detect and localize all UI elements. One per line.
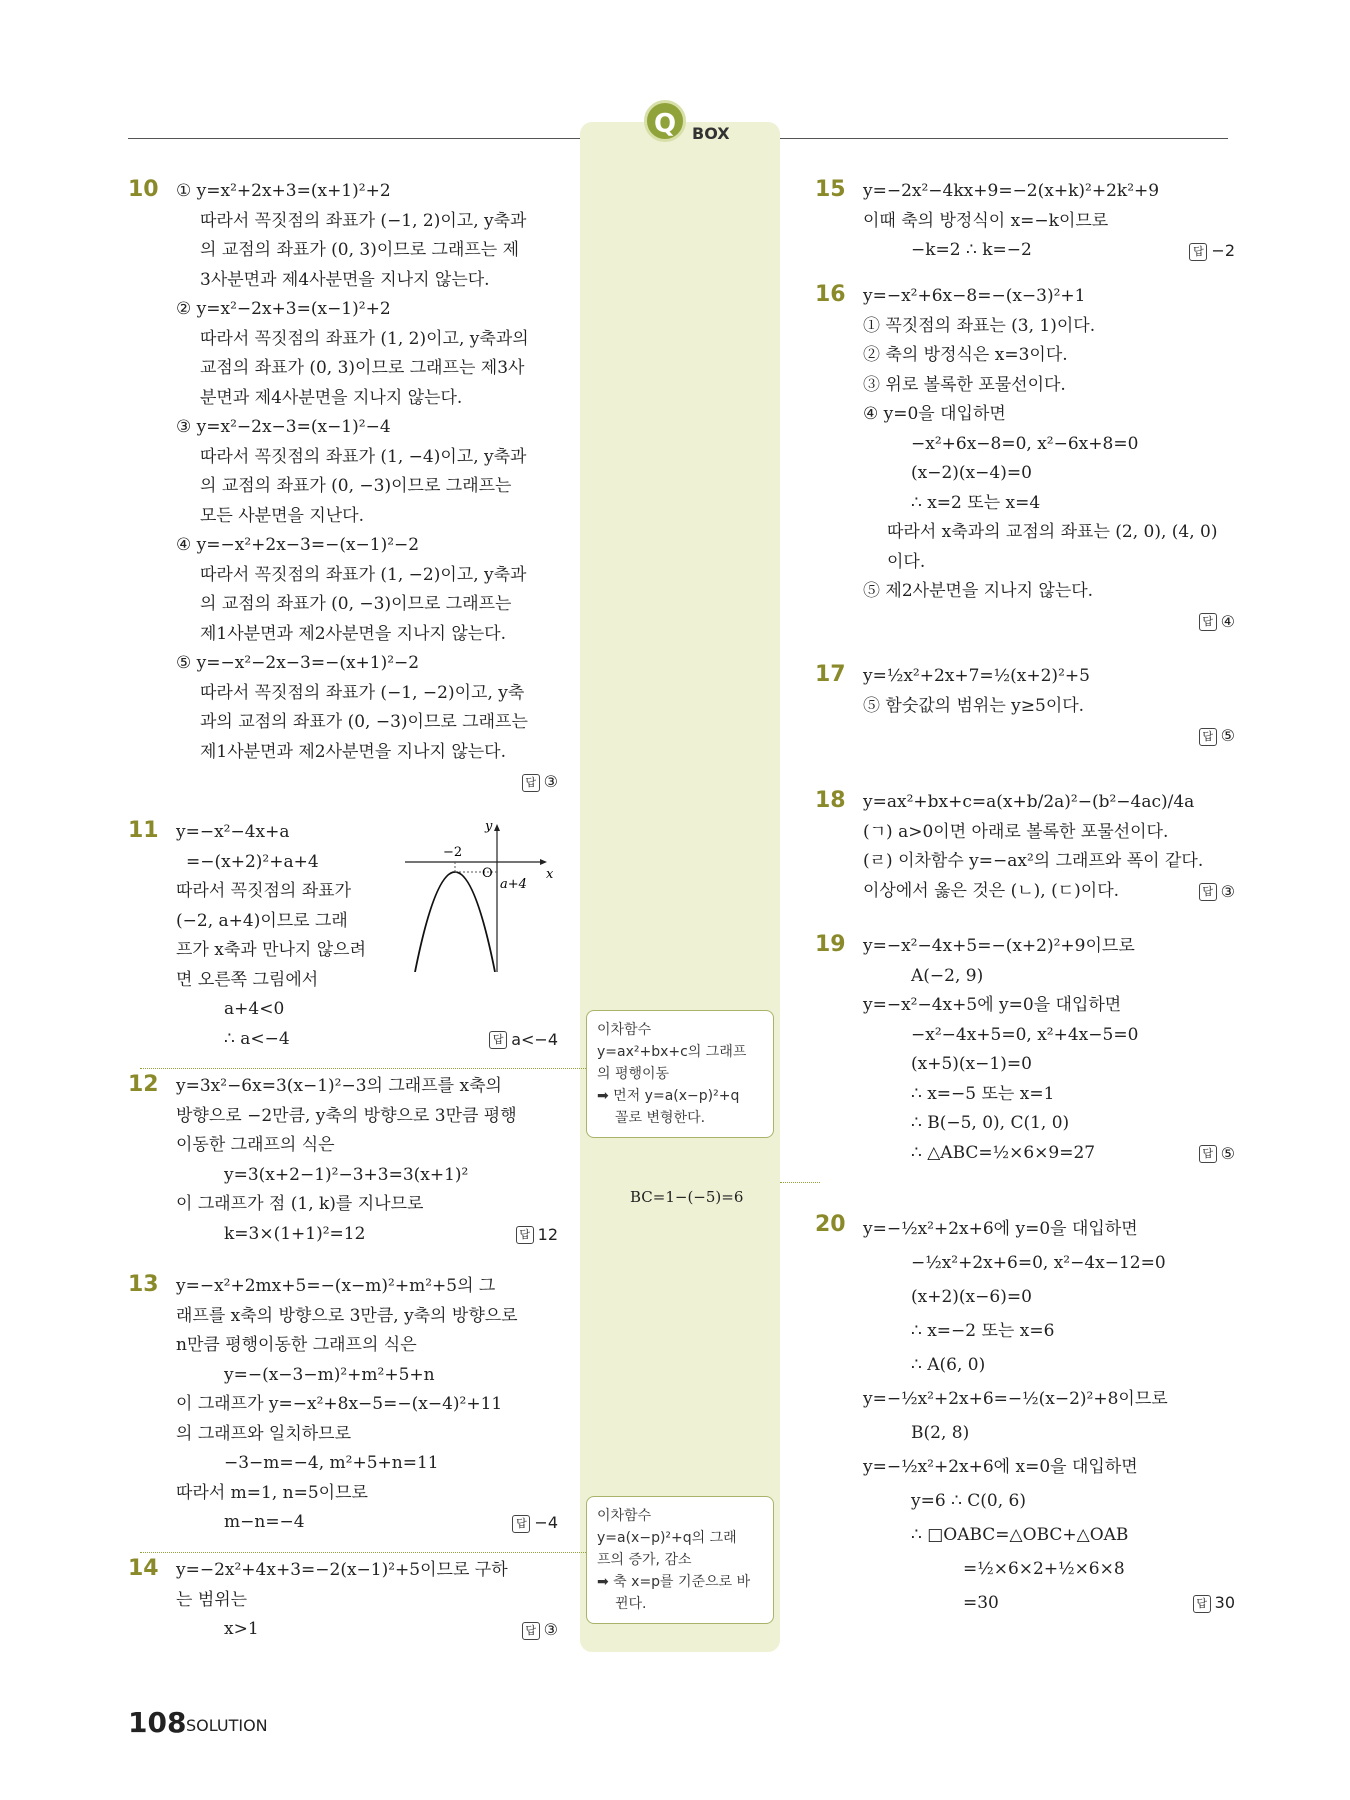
line: (x+2)(x−6)=0 [911, 1287, 1032, 1307]
line: y=3x²−6x=3(x−1)²−3의 그래프를 x축의 [176, 1076, 502, 1096]
answer: 답 12 [516, 1220, 558, 1250]
line: =30 [963, 1593, 999, 1613]
problem-number: 18 [815, 788, 846, 813]
problem-19 [815, 932, 1235, 1168]
problem-number: 15 [815, 177, 846, 202]
line: −x²+6x−8=0, x²−6x+8=0 [911, 433, 1139, 454]
line: −x²−4x+5=0, x²+4x−5=0 [911, 1024, 1139, 1045]
line: k=3×(1+1)²=12 [224, 1223, 366, 1244]
problem-20 [815, 1212, 1235, 1620]
line: y=−½x²+2x+6에 y=0을 대입하면 [863, 1219, 1138, 1239]
line: ∴ x=−5 또는 x=1 [911, 1083, 1055, 1104]
line: y=−x²+6x−8=−(x−3)²+1 [863, 286, 1086, 306]
x-axis-arrow-icon [540, 859, 547, 865]
line: 이동한 그래프의 식은 [176, 1135, 335, 1155]
problem-number: 17 [815, 662, 846, 687]
answer: 답 −2 [1189, 236, 1235, 266]
line: ③ y=x²−2x−3=(x−1)²−4 [176, 417, 391, 437]
problem-17 [815, 662, 1235, 751]
parabola-curve [415, 872, 495, 972]
line: 이다. [887, 551, 926, 572]
line: ② 축의 방정식은 x=3이다. [863, 345, 1068, 365]
answer-tag-icon: 답 [1199, 1145, 1217, 1163]
page-number: 108 [128, 1706, 187, 1739]
bc-length-note: BC=1−(−5)=6 [630, 1188, 744, 1206]
line: ∴ x=2 또는 x=4 [911, 492, 1041, 513]
parabola-graph [405, 822, 555, 972]
answer-tag-icon: 답 [522, 1622, 540, 1640]
tip-box-translation [586, 1010, 774, 1138]
problem-number: 16 [815, 282, 846, 307]
problem-number: 10 [128, 177, 159, 202]
line: 제1사분면과 제2사분면을 지나지 않는다. [200, 741, 506, 762]
line: 래프를 x축의 방향으로 3만큼, y축의 방향으로 [176, 1305, 518, 1326]
problem-number: 14 [128, 1556, 159, 1581]
line: y=−x²+2mx+5=−(x−m)²+m²+5의 그 [176, 1276, 496, 1296]
answer-tag-icon: 답 [1199, 883, 1217, 901]
line: ∴ x=−2 또는 x=6 [911, 1321, 1055, 1341]
line: 과의 교점의 좌표가 (0, −3)이므로 그래프는 [200, 712, 528, 732]
line: (−2, a+4)이므로 그래 [176, 910, 348, 931]
line: (ㄱ) a>0이면 아래로 볼록한 포물선이다. [863, 821, 1169, 842]
line: ④ y=−x²+2x−3=−(x−1)²−2 [176, 535, 420, 555]
line: 이때 축의 방정식이 x=−k이므로 [863, 210, 1109, 231]
line: x>1 [224, 1619, 259, 1639]
line: y=6 ∴ C(0, 6) [911, 1491, 1026, 1511]
line: ⑤ 함숫값의 범위는 y≥5이다. [863, 695, 1085, 716]
line: y=−2x²+4x+3=−2(x−1)²+5이므로 구하 [176, 1560, 508, 1580]
line: 따라서 꼭짓점의 좌표가 (1, 2)이고, y축과의 [200, 328, 529, 349]
line: y=−½x²+2x+6에 x=0을 대입하면 [863, 1457, 1138, 1477]
problem-number: 13 [128, 1272, 159, 1297]
tip-title: 이차함수 [597, 1508, 652, 1524]
problem-number: 11 [128, 818, 159, 843]
line: 3사분면과 제4사분면을 지나지 않는다. [200, 269, 490, 290]
answer: 답 ⑤ [1199, 1139, 1235, 1169]
line: =½×6×2+½×6×8 [963, 1559, 1125, 1579]
line: y=ax²+bx+c=a(x+b/2a)²−(b²−4ac)/4a [863, 792, 1195, 812]
tip-line: 프의 증가, 감소 [597, 1552, 692, 1568]
line: B(2, 8) [911, 1423, 970, 1443]
line: 따라서 꼭짓점의 좌표가 (−1, 2)이고, y축과 [200, 210, 527, 231]
line: 이 그래프가 y=−x²+8x−5=−(x−4)²+11 [176, 1394, 503, 1414]
line: ① 꼭짓점의 좌표는 (3, 1)이다. [863, 315, 1096, 336]
tip-line: ➡ 먼저 y=a(x−p)²+q [597, 1088, 740, 1104]
line: −k=2 ∴ k=−2 [911, 240, 1032, 260]
line: (ㄹ) 이차함수 y=−ax²의 그래프와 폭이 같다. [863, 851, 1204, 871]
line: −3−m=−4, m²+5+n=11 [224, 1453, 439, 1473]
line: a+4<0 [224, 999, 285, 1019]
tip-box-monotonic [586, 1496, 774, 1624]
problem-13 [128, 1272, 558, 1538]
answer-tag-icon: 답 [522, 774, 540, 792]
footer-label: SOLUTION [186, 1716, 268, 1735]
line: 의 교점의 좌표가 (0, −3)이므로 그래프는 [200, 594, 512, 614]
line: A(−2, 9) [911, 965, 984, 986]
line: ∴ △ABC=½×6×9=27 [911, 1142, 1096, 1163]
problem-number: 12 [128, 1072, 159, 1097]
line: 모든 사분면을 지난다. [200, 505, 365, 526]
y-axis-arrow-icon [494, 824, 500, 831]
answer: 답 ③ [1199, 877, 1235, 907]
line: y=−x²−4x+5에 y=0을 대입하면 [863, 995, 1122, 1015]
vertex-x-label: −2 [443, 845, 463, 860]
leader-line-14 [140, 1552, 586, 1553]
line: ∴ A(6, 0) [911, 1355, 986, 1375]
problem-14 [128, 1556, 558, 1645]
tip-line: 의 평행이동 [597, 1066, 670, 1082]
line: y=−½x²+2x+6=−½(x−2)²+8이므로 [863, 1389, 1168, 1409]
problem-15 [815, 177, 1235, 266]
line: 따라서 꼭짓점의 좌표가 [176, 881, 352, 901]
problem-16 [815, 282, 1235, 636]
line: y=−(x−3−m)²+m²+5+n [224, 1364, 435, 1385]
line: ② y=x²−2x+3=(x−1)²+2 [176, 299, 391, 319]
line: 따라서 꼭짓점의 좌표가 (1, −4)이고, y축과 [200, 446, 527, 467]
line: =−(x+2)²+a+4 [186, 851, 319, 872]
answer: 답 ④ [1199, 607, 1235, 637]
leader-line-12 [140, 1068, 586, 1069]
x-axis-label: x [546, 867, 554, 882]
answer: 답 a<−4 [489, 1025, 558, 1055]
line: ∴ a<−4 [224, 1028, 290, 1049]
line: 따라서 꼭짓점의 좌표가 (1, −2)이고, y축과 [200, 564, 527, 585]
qbox-label: BOX [692, 124, 730, 143]
qbox-logo: Q [644, 100, 686, 142]
line: 따라서 꼭짓점의 좌표가 (−1, −2)이고, y축 [200, 682, 525, 703]
tip-line: 뀐다. [615, 1596, 647, 1612]
line: 제1사분면과 제2사분면을 지나지 않는다. [200, 623, 506, 644]
answer-tag-icon: 답 [516, 1226, 534, 1244]
line: ⑤ y=−x²−2x−3=−(x+1)²−2 [176, 653, 420, 673]
problem-number: 19 [815, 932, 846, 957]
line: 따라서 m=1, n=5이므로 [176, 1482, 368, 1503]
line: (x−2)(x−4)=0 [911, 463, 1032, 483]
answer: 답 ③ [522, 767, 558, 797]
answer-tag-icon: 답 [1199, 728, 1217, 746]
line: y=−x²−4x+a [176, 822, 290, 842]
line: 는 범위는 [176, 1589, 248, 1610]
line: y=½x²+2x+7=½(x+2)²+5 [863, 666, 1090, 686]
tip-line: y=a(x−p)²+q의 그래 [597, 1530, 737, 1546]
line: 따라서 x축과의 교점의 좌표는 (2, 0), (4, 0) [887, 522, 1218, 542]
line: 이 그래프가 점 (1, k)를 지나므로 [176, 1194, 424, 1214]
tip-title: 이차함수 [597, 1022, 652, 1038]
answer-tag-icon: 답 [1189, 243, 1207, 261]
line: 프가 x축과 만나지 않으려 [176, 940, 367, 960]
line: y=3(x+2−1)²−3+3=3(x+1)² [224, 1164, 469, 1185]
tip-line: y=ax²+bx+c의 그래프 [597, 1044, 747, 1060]
line: 의 교점의 좌표가 (0, −3)이므로 그래프는 [200, 476, 512, 496]
line: ⑤ 제2사분면을 지나지 않는다. [863, 581, 1094, 601]
answer-tag-icon: 답 [1199, 613, 1217, 631]
line: −½x²+2x+6=0, x²−4x−12=0 [911, 1253, 1166, 1273]
line: ∴ B(−5, 0), C(1, 0) [911, 1113, 1070, 1133]
origin-label: O [482, 866, 493, 881]
line: (x+5)(x−1)=0 [911, 1054, 1032, 1074]
y-axis-label: y [485, 822, 493, 834]
vertex-y-label: a+4 [500, 877, 527, 892]
line: 의 그래프와 일치하므로 [176, 1423, 352, 1444]
problem-18 [815, 788, 1235, 906]
line: ③ 위로 볼록한 포물선이다. [863, 374, 1066, 395]
answer: 답 ⑤ [1199, 721, 1235, 751]
answer: 답 ③ [522, 1615, 558, 1645]
problem-12 [128, 1072, 558, 1249]
line: n만큼 평행이동한 그래프의 식은 [176, 1335, 417, 1355]
problem-10 [128, 177, 558, 797]
answer-tag-icon: 답 [489, 1031, 507, 1049]
answer: 답 30 [1193, 1586, 1235, 1620]
line: 면 오른쪽 그림에서 [176, 969, 319, 990]
tip-line: 꼴로 변형한다. [615, 1110, 706, 1126]
answer: 답 −4 [512, 1508, 558, 1538]
line: y=−2x²−4kx+9=−2(x+k)²+2k²+9 [863, 181, 1160, 201]
line: ∴ □OABC=△OBC+△OAB [911, 1525, 1129, 1545]
answer-tag-icon: 답 [1193, 1595, 1211, 1613]
problem-number: 20 [815, 1212, 846, 1237]
qbox-column [580, 122, 780, 1652]
line: m−n=−4 [224, 1512, 305, 1532]
leader-line-19 [780, 1182, 820, 1183]
line: ① y=x²+2x+3=(x+1)²+2 [176, 181, 391, 201]
line: 이상에서 옳은 것은 (ㄴ), (ㄷ)이다. [863, 880, 1120, 901]
line: 교점의 좌표가 (0, 3)이므로 그래프는 제3사 [200, 358, 525, 378]
line: 방향으로 −2만큼, y축의 방향으로 3만큼 평행 [176, 1105, 517, 1126]
line: ④ y=0을 대입하면 [863, 404, 1006, 424]
line: y=−x²−4x+5=−(x+2)²+9이므로 [863, 936, 1135, 956]
line: 의 교점의 좌표가 (0, 3)이므로 그래프는 제 [200, 240, 520, 260]
tip-line: ➡ 축 x=p를 기준으로 바 [597, 1574, 751, 1590]
line: 분면과 제4사분면을 지나지 않는다. [200, 387, 463, 408]
answer-tag-icon: 답 [512, 1515, 530, 1533]
